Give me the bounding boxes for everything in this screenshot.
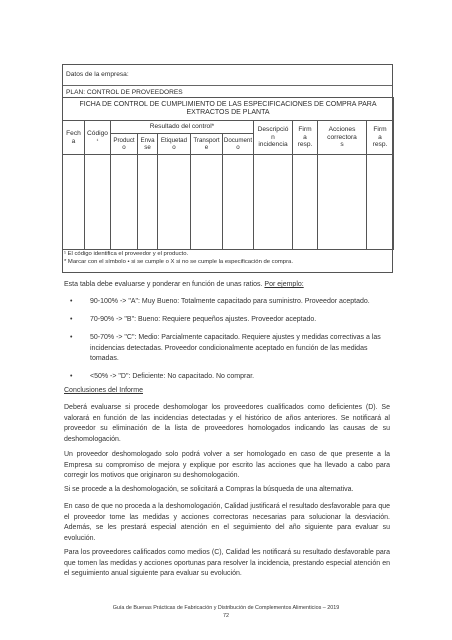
- header-acciones-3: s: [340, 141, 344, 149]
- header-descripcion-1: Descripció: [257, 126, 289, 134]
- table-cell: [85, 155, 111, 250]
- header-firma-1: [293, 121, 318, 155]
- header-firma-2-a: Firm: [373, 126, 387, 134]
- header-codigo-sup: ¹: [96, 138, 99, 145]
- company-data-label: Datos de la empresa:: [66, 71, 129, 78]
- conclusions-heading: Conclusiones del Informe: [64, 387, 143, 394]
- subheader-etiquetado-1: Etiquetad: [160, 136, 188, 144]
- subheader-documento: [223, 134, 254, 155]
- header-fecha-2: a: [71, 137, 76, 145]
- header-firma-2: [367, 121, 394, 155]
- subheader-etiquetado: [158, 134, 191, 155]
- intro-paragraph: [64, 280, 390, 291]
- bullet-icon: •: [70, 316, 73, 323]
- table-cell: [223, 155, 254, 250]
- sheet-title-line-2: EXTRACTOS DE PLANTA: [186, 109, 270, 116]
- subheader-documento-1: Document: [223, 136, 253, 144]
- list-item-text: <50% -> "D": Deficiente: No capacitado. No comprar.: [90, 373, 255, 380]
- header-acciones-1: Acciones: [328, 126, 356, 134]
- table-cell: [318, 155, 367, 250]
- header-firma-1-c: resp.: [297, 141, 313, 149]
- sheet-title: [63, 98, 394, 121]
- header-descripcion-3: incidencia: [258, 141, 288, 149]
- table-cell: [111, 155, 138, 250]
- table-row: [63, 155, 394, 250]
- subheader-envase-1: Enva: [140, 136, 155, 144]
- header-fecha-1: Fech: [66, 129, 81, 137]
- list-item-text: 70-90% -> "B": Bueno: Requiere pequeños ajustes. Proveedor aceptado.: [90, 316, 317, 323]
- intro-text: Esta tabla debe evaluarse y ponderar en función de unas ratios.: [64, 281, 263, 288]
- subheader-producto-1: Product: [113, 136, 135, 144]
- sheet-title-line-1: FICHA DE CONTROL DE CUMPLIMIENTO DE LAS ESPECIFICACIONES DE COMPRA PARA: [79, 100, 377, 108]
- paragraph-rehomologar: Un proveedor deshomologado solo podrá volver a ser homologado en caso de que presente a la Empresa su compromiso de mejora y explique por escrito las acciones que ha llevado a cabo para corregir los motivos que originaron su deshomologación.: [64, 451, 390, 480]
- footnote-mark: * Marcar con el símbolo • si se cumple o X si no se cumple la especificación de compra.: [64, 259, 293, 265]
- subheader-producto-2: o: [122, 144, 126, 151]
- control-sheet-table: [62, 97, 394, 250]
- header-resultado: Resultado del control*: [111, 121, 254, 134]
- list-item-text: 90-100% -> "A": Muy Bueno: Totalmente capacitado para suministro. Proveedor aceptado.: [90, 298, 370, 305]
- paragraph-medios: Para los proveedores calificados como medios (C), Calidad les notificará su resultado desfavorable para que tomen las medidas y acciones oportunas para resolver la incidencia, prestando especial atención en el seguimiento anual siguiente para evaluar su evolución.: [64, 549, 390, 578]
- header-acciones: [318, 121, 367, 155]
- header-firma-2-b: a: [378, 133, 382, 141]
- table-cell: [63, 155, 85, 250]
- plan-label: PLAN: CONTROL DE PROVEEDORES: [66, 89, 183, 96]
- table-cell: [367, 155, 394, 250]
- footnote-code: ¹ El código identifica el proveedor y el producto.: [64, 251, 189, 257]
- subheader-envase: [138, 134, 158, 155]
- subheader-transporte-1: Transport: [193, 136, 220, 144]
- bullet-icon: •: [70, 334, 73, 341]
- header-acciones-2: correctora: [327, 133, 357, 141]
- paragraph-deshomologar: Deberá evaluarse si procede deshomologar los proveedores cualificados como deficientes (D). Se valorará en función de las incidencias detectadas y el histórico de años anteriores. Se notificará al proveedor su eliminación de la lista de proveedores homologados indicando las causas de su deshomologación.: [64, 404, 390, 443]
- subheader-transporte: [191, 134, 223, 155]
- paragraph-no-deshomologar: En caso de que no proceda a la deshomologación, Calidad justificará el resultado desfavorable para que el proveedor tome las medidas y acciones correctoras necesarias para solucionar la desviación. Además, se les prestará especial atención en el seguimiento del año siguiente para evaluar su evolución.: [64, 503, 390, 542]
- table-cell: [158, 155, 191, 250]
- header-firma-1-b: a: [303, 133, 307, 141]
- header-firma-2-c: resp.: [372, 141, 388, 149]
- subheader-documento-2: o: [236, 144, 240, 151]
- subheader-envase-2: se: [144, 144, 151, 151]
- subheader-producto: [111, 134, 138, 155]
- paragraph-alternativa: Si se procede a la deshomologación, se solicitará a Compras la búsqueda de una alternativa.: [64, 486, 354, 493]
- list-item-text: 50-70% -> "C": Medio: Parcialmente capacitado. Requiere ajustes y medidas correctivas a las incidencias detectadas. Proveedor condicionalmente aceptado en función de las medidas tomadas.: [90, 334, 381, 363]
- table-cell: [254, 155, 293, 250]
- header-codigo: [85, 121, 111, 155]
- intro-example: Por ejemplo:: [264, 281, 304, 288]
- header-codigo-text: Código: [87, 129, 108, 137]
- footer-guide-title: Guía de Buenas Prácticas de Fabricación y Distribución de Complementos Alimenticios – 2019: [112, 605, 340, 611]
- bullet-icon: •: [70, 373, 73, 380]
- subheader-transporte-2: e: [204, 144, 209, 151]
- table-cell: [191, 155, 223, 250]
- header-firma-1-a: Firm: [298, 126, 312, 134]
- divider: [63, 85, 392, 86]
- header-fecha: [63, 121, 85, 155]
- page-number: 72: [223, 613, 229, 619]
- table-cell: [138, 155, 158, 250]
- subheader-etiquetado-2: o: [172, 144, 176, 151]
- bullet-icon: •: [70, 298, 73, 305]
- header-descripcion: [254, 121, 293, 155]
- table-cell: [293, 155, 318, 250]
- header-descripcion-2: n: [271, 133, 275, 141]
